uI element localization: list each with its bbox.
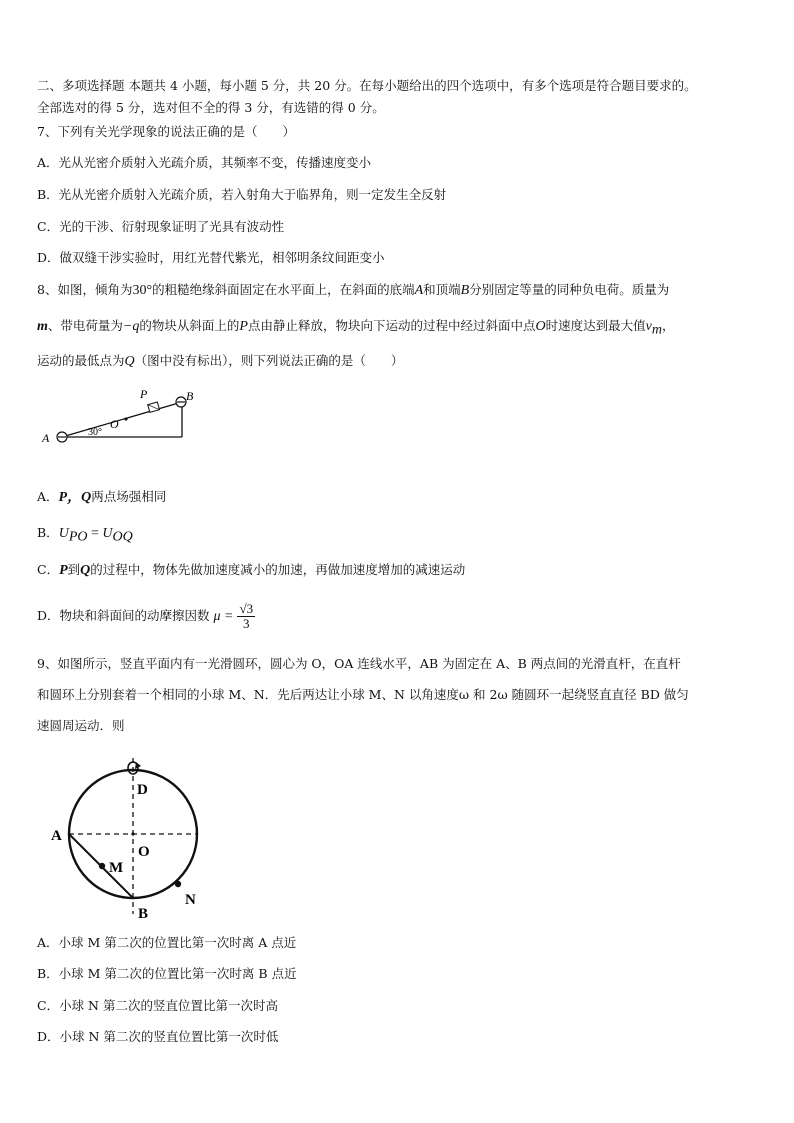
sqrt3-over-3-fraction: $\frac{√3}{3}$ — [239, 601, 254, 631]
ball-m — [99, 863, 105, 869]
block-icon — [148, 402, 160, 412]
center-o-dot — [131, 832, 134, 835]
fig-label-p: P — [140, 387, 148, 401]
q8-option-b: B．$U_{PO} = U_{OQ}$ — [37, 525, 133, 545]
fig-label-n: N — [185, 892, 196, 908]
q7-option-d: D．做双缝干涉实验时，用红光替代紫光，相邻明条纹间距变小 — [37, 250, 385, 265]
q8-stem-line2: m、带电荷量为−q的物块从斜面上的P点由静止释放，物块向下运动的过程中经过斜面中点O时速度达到最大值$v_m$， — [37, 318, 675, 338]
fig-label-a: A — [42, 431, 50, 445]
incline-slope — [62, 402, 182, 437]
fig-label-b: B — [138, 906, 149, 922]
q8-stem-line3: 运动的最低点为Q（图中没有标出），则下列说法正确的是（ ） — [37, 353, 404, 369]
q9-stem-line2: 和圆环上分别套着一个相同的小球 M、N．先后两达让小球 M、N 以角速度ω 和 2ω 随圆环一起绕竖直直径 BD 做匀 — [37, 687, 689, 702]
fig-label-o: O — [110, 417, 119, 431]
q7-option-c: C．光的干涉、衍射现象证明了光具有波动性 — [37, 219, 285, 234]
q8-option-a: A．P，Q两点场强相同 — [37, 489, 167, 505]
q8-incline-figure — [35, 385, 205, 445]
q9-option-d: D．小球 N 第二次的竖直位置比第一次时低 — [37, 1029, 279, 1044]
q8-stem-line1: 8、如图，倾角为30°的粗糙绝缘斜面固定在水平面上，在斜面的底端A和顶端B分别固定等量的同种负电荷。质量为 — [37, 282, 670, 298]
q9-option-b: B．小球 M 第二次的位置比第一次时离 B 点近 — [37, 966, 297, 981]
section-header-line2: 全部选对的得 5 分，选对但不全的得 3 分，有选错的得 0 分。 — [37, 100, 385, 115]
q9-stem-line3: 速圆周运动．则 — [37, 718, 125, 733]
q8-option-d: D．物块和斜面间的动摩擦因数 μ = $\frac{√3}{3}$ — [37, 601, 254, 631]
q9-ring-figure — [45, 748, 220, 923]
fig-label-d: D — [137, 782, 148, 798]
q7-option-a: A．光从光密介质射入光疏介质，其频率不变，传播速度变小 — [37, 155, 372, 170]
q9-stem-line1: 9、如图所示，竖直平面内有一光滑圆环，圆心为 O，OA 连线水平，AB 为固定在 A、B 两点间的光滑直杆，在直杆 — [37, 656, 681, 671]
q7-stem: 7、下列有关光学现象的说法正确的是（ ） — [37, 124, 295, 139]
midpoint-o-dot — [124, 417, 127, 420]
rotation-arrow-icon — [128, 762, 141, 774]
fig-label-b: B — [186, 389, 194, 403]
q9-option-a: A．小球 M 第二次的位置比第一次时离 A 点近 — [37, 935, 297, 950]
q8-option-c: C．P到Q的过程中，物体先做加速度减小的加速，再做加速度增加的减速运动 — [37, 562, 466, 578]
fig-label-angle: 30° — [88, 427, 102, 438]
fig-label-o: O — [138, 844, 150, 860]
fig-label-a: A — [51, 828, 62, 844]
q7-option-b: B．光从光密介质射入光疏介质，若入射角大于临界角，则一定发生全反射 — [37, 187, 447, 202]
ball-n — [175, 881, 181, 887]
q9-option-c: C．小球 N 第二次的竖直位置比第一次时高 — [37, 998, 278, 1013]
fig-label-m: M — [109, 860, 124, 876]
section-header-line1: 二、多项选择题 本题共 4 小题，每小题 5 分，共 20 分。在每小题给出的四个选项中，有多个选项是符合题目要求的。 — [37, 78, 697, 93]
